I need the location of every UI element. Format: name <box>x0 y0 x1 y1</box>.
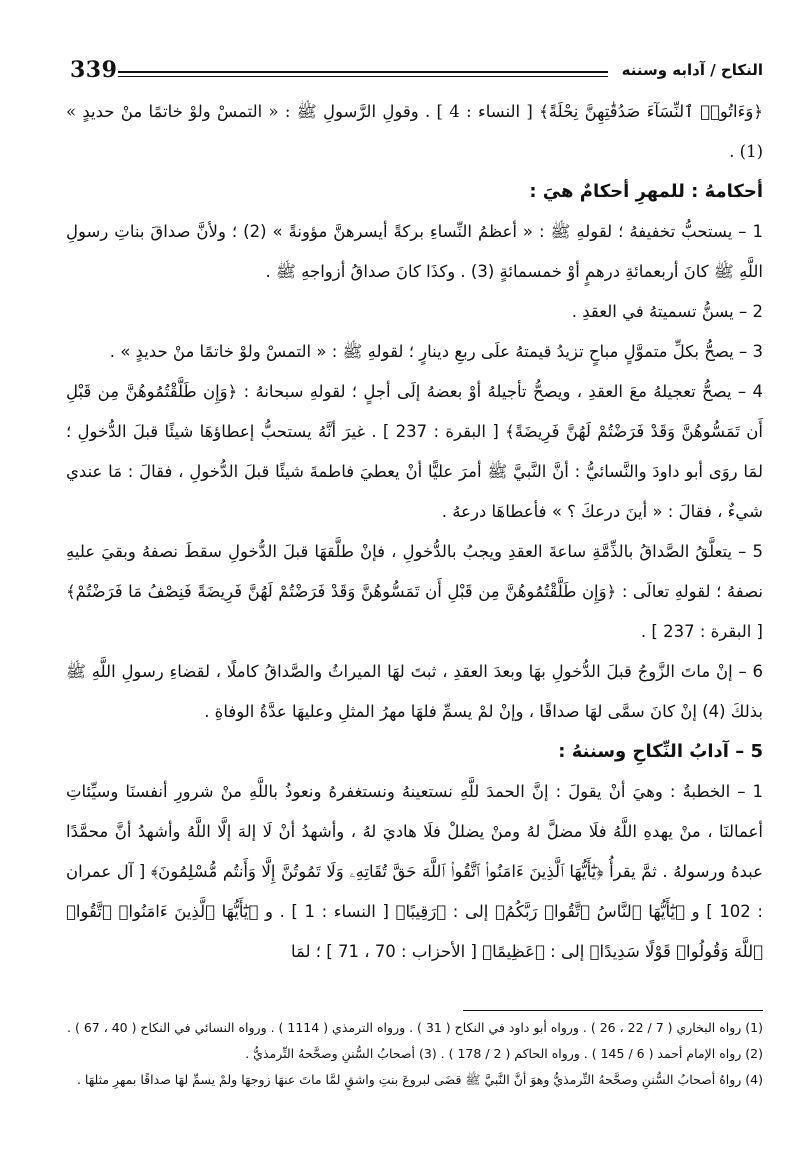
footnotes <box>50 1015 763 1093</box>
footnote-4: (4) رواهُ أصحابُ السُّننِ وصحَّحهُ التِّرمذيُّ وهوَ أنَّ النَّبيَّ ﷺ قضَى لبروعَ بنتِ واشقٍ لمَّا ماتَ عنهَا زوجهَا ولمْ يسمِّ لهَا صداقًا بمهرِ مثلهَا . <box>76 1072 763 1087</box>
ruling-item-1: 1 – يستحبُّ تخفيفهُ ؛ لقولهِ ﷺ : « أعظمُ النِّساءِ بركةً أيسرهنَّ مؤونةً » (2) ؛ ولأنَّ صداقَ بناتِ رسولِ اللَّهِ ﷺ كانَ أربعمائةِ درهمٍ أوْ خمسمائةٍ (3) . وكذَا كانَ صداقُ أزواجهِ ﷺ . <box>66 222 763 281</box>
section-heading-rulings: أحكامهُ : للمهرِ أحكامٌ هيَ : <box>529 181 763 202</box>
ruling-item-3: 3 – يصحُّ بكلِّ متموَّلٍ مباحٍ تزيدُ قيمتهُ علَى ربعِ دينارٍ ؛ لقولهِ ﷺ : « التمسْ ولوْ خاتمًا منْ حديدٍ » . <box>109 342 763 361</box>
ruling-item-5: 5 – يتعلَّقُ الصَّداقُ بالذِّمَّةِ ساعةَ العقدِ ويجبُ بالدُّخولِ ، فإنْ طلَّقهَا قبلَ الدُّخولِ سقطَ نصفهُ وبقيَ عليهِ نصفهُ ؛ لقولهِ تعالَى : ﴿وَإِن طَلَّقْتُمُوهُنَّ مِن قَبْلِ أَن تَمَسُّوهُنَّ وَقَدْ فَرَضْتُمْ لَهُنَّ فَرِيضَةً فَنِصْفُ مَا فَرَضْتُمْ﴾ [ البقرة : 237 ] . <box>66 542 763 641</box>
page-header <box>70 55 763 85</box>
ruling-item-4: 4 – يصحُّ تعجيلهُ معَ العقدِ ، ويصحُّ تأجيلهُ أوْ بعضهُ إلَى أجلٍ ؛ لقولهِ سبحانهُ : ﴿وَإِن طَلَّقْتُمُوهُنَّ مِن قَبْلِ أَن تَمَسُّوهُنَّ وَقَدْ فَرَضْتُمْ لَهُنَّ فَرِيضَةً﴾ [ البقرة : 237 ] . غيرَ أنَّهُ يستحبُّ إعطاؤهَا شيئًا قبلَ الدُّخولِ ؛ لمَا روَى أبو داودَ والنَّسائيُّ : أنَّ النَّبيَّ ﷺ أمرَ عليًّا أنْ يعطيَ فاطمةَ شيئًا قبلَ الدُّخولِ ، فقالَ : مَا عندي شيءٌ ، فقالَ : « أينَ درعكَ ؟ » فأعطاهَا درعهُ . <box>66 382 763 521</box>
ruling-item-2: 2 – يسنُّ تسميتهُ في العقدِ . <box>571 302 763 321</box>
footnote-1: (1) رواه البخاري ( 7 / 22 ، 26 ) . ورواه أبو داود في النكاح ( 31 ) . ورواه الترمذي ( 1114 ) . ورواه النسائي في النكاح ( 40 ، 67 ) . <box>67 1020 763 1035</box>
main-text <box>66 92 763 972</box>
header-rule <box>118 71 608 73</box>
ruling-item-6: 6 – إنْ ماتَ الزَّوجُ قبلَ الدُّخولِ بهَا وبعدَ العقدِ ، ثبتَ لهَا الميراثُ والصَّداقُ كاملًا ، لقضاءِ رسولِ اللَّهِ ﷺ بذلكَ (4) إنْ كانَ سمَّى لهَا صداقًا ، وإنْ لمْ يسمِّ فلهَا مهرُ المثلِ وعليهَا عدَّةُ الوفاةِ . <box>66 662 763 721</box>
paragraph-opening: ﴿وَءَاتُوا۟ ٱلنِّسَآءَ صَدُقَٰتِهِنَّ نِحْلَةً﴾ [ النساء : 4 ] . وقولِ الرَّسولِ ﷺ : « التمسْ ولوْ خاتمًا منْ حديدٍ » (1) . <box>66 102 763 161</box>
page-number: 339 <box>70 57 118 83</box>
footnote-2-3: (2) رواه الإمام أحمد ( 6 / 145 ) . ورواه الحاكم ( 2 / 178 ) . (3) أصحابُ السُّننِ وصحَّحهُ التِّرمذيُّ . <box>245 1046 763 1061</box>
header-rule-thin <box>118 76 608 77</box>
etiquette-item-1: 1 – الخطبةُ : وهيَ أنْ يقولَ : إنَّ الحمدَ للَّهِ نستعينهُ ونستغفرهُ ونعوذُ باللَّهِ منْ شرورِ أنفسنَا وسيِّئاتِ أعمالنَا ، منْ يهدهِ اللَّهُ فلَا مضلَّ لهُ ومنْ يضللْ فلَا هاديَ لهُ ، وأشهدُ أنْ لَا إلهَ إلَّا اللَّهُ وأشهدُ أنَّ محمَّدًا عبدهُ ورسولهُ . ثمَّ يقرأُ ﴿يَٰٓأَيُّهَا ٱلَّذِينَ ءَامَنُوا۟ ٱتَّقُوا۟ ٱللَّهَ حَقَّ تُقَاتِهِۦ وَلَا تَمُوتُنَّ إِلَّا وَأَنتُم مُّسْلِمُونَ﴾ [ آل عمران : 102 ] و ﴿يَٰٓأَيُّهَا ٱلنَّاسُ ٱتَّقُوا۟ رَبَّكُمُ﴾ إلى : ﴿رَقِيبًا﴾ [ النساء : 1 ] . و ﴿يَٰٓأَيُّهَا ٱلَّذِينَ ءَامَنُوا۟ ٱتَّقُوا۟ ٱللَّهَ وَقُولُوا۟ قَوْلًا سَدِيدًا﴾ إلى : ﴿عَظِيمًا﴾ [ الأحزاب : 70 ، 71 ] ؛ لمَا <box>66 782 763 961</box>
section-heading-etiquette: 5 – آدابُ النِّكاحِ وسننهُ : <box>558 741 763 762</box>
running-title: النكاح / آدابه وسننه <box>621 61 763 79</box>
footnote-divider <box>463 1010 763 1011</box>
